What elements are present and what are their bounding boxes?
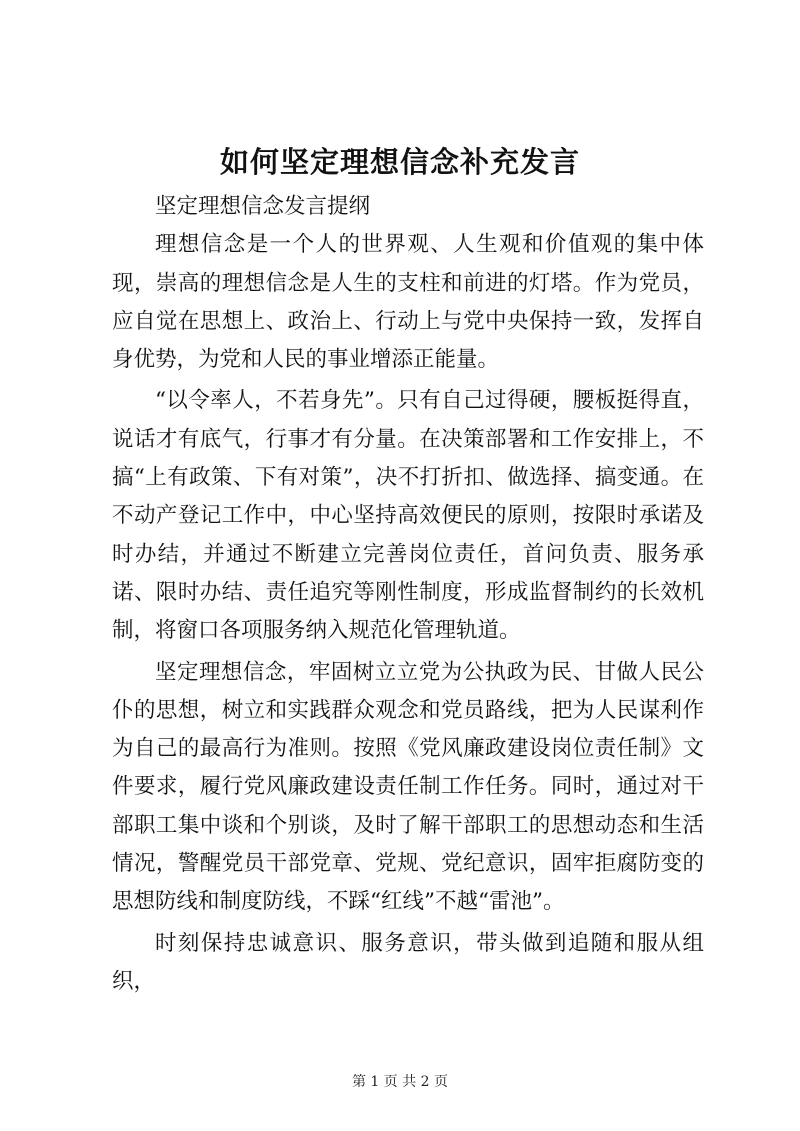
paragraph-firm-belief: 坚定理想信念，牢固树立立党为公执政为民、甘做人民公仆的思想，树立和实践群众观念和党员路线，把为人民谋利作为自己的最高行为准则。按照《党风廉政建设岗位责任制》文件要求，履行党风廉政建设责任制工作任务。同时，通过对干部职工集中谈和个别谈，及时了解干部职工的思想动态和生活情况，警醒党员干部党章、党规、党纪意识，固牢拒腐防变的思想防线和制度防线，不踩“红线”不越“雷池”。 [112,659,704,915]
document-body [112,188,704,1001]
page-footer: 第 1 页 共 2 页 [351,1074,449,1090]
paragraph-outline-heading: 坚定理想信念发言提纲 [155,194,371,219]
paragraph-loyalty: 时刻保持忠诚意识、服务意识，带头做到追随和服从组织， [112,930,704,994]
paragraph-ideals-intro: 理想信念是一个人的世界观、人生观和价值观的集中体现，崇高的理想信念是人生的支柱和前进的灯塔。作为党员，应自觉在思想上、政治上、行动上与党中央保持一致，发挥自身优势，为党和人民的事业增添正能量。 [112,232,704,373]
paragraph-lead-by-example: “以令率人，不若身先”。只有自己过得硬，腰板挺得直，说话才有底气，行事才有分量。在决策部署和工作安排上，不搞“上有政策、下有对策”，决不打折扣、做选择、搞变通。在不动产登记工作中，中心坚持高效便民的原则，按限时承诺及时办结，并通过不断建立完善岗位责任，首问负责、服务承诺、限时办结、责任追究等刚性制度，形成监督制约的长效机制，将窗口各项服务纳入规范化管理轨道。 [112,388,704,644]
document-title: 如何坚定理想信念补充发言 [219,145,580,179]
